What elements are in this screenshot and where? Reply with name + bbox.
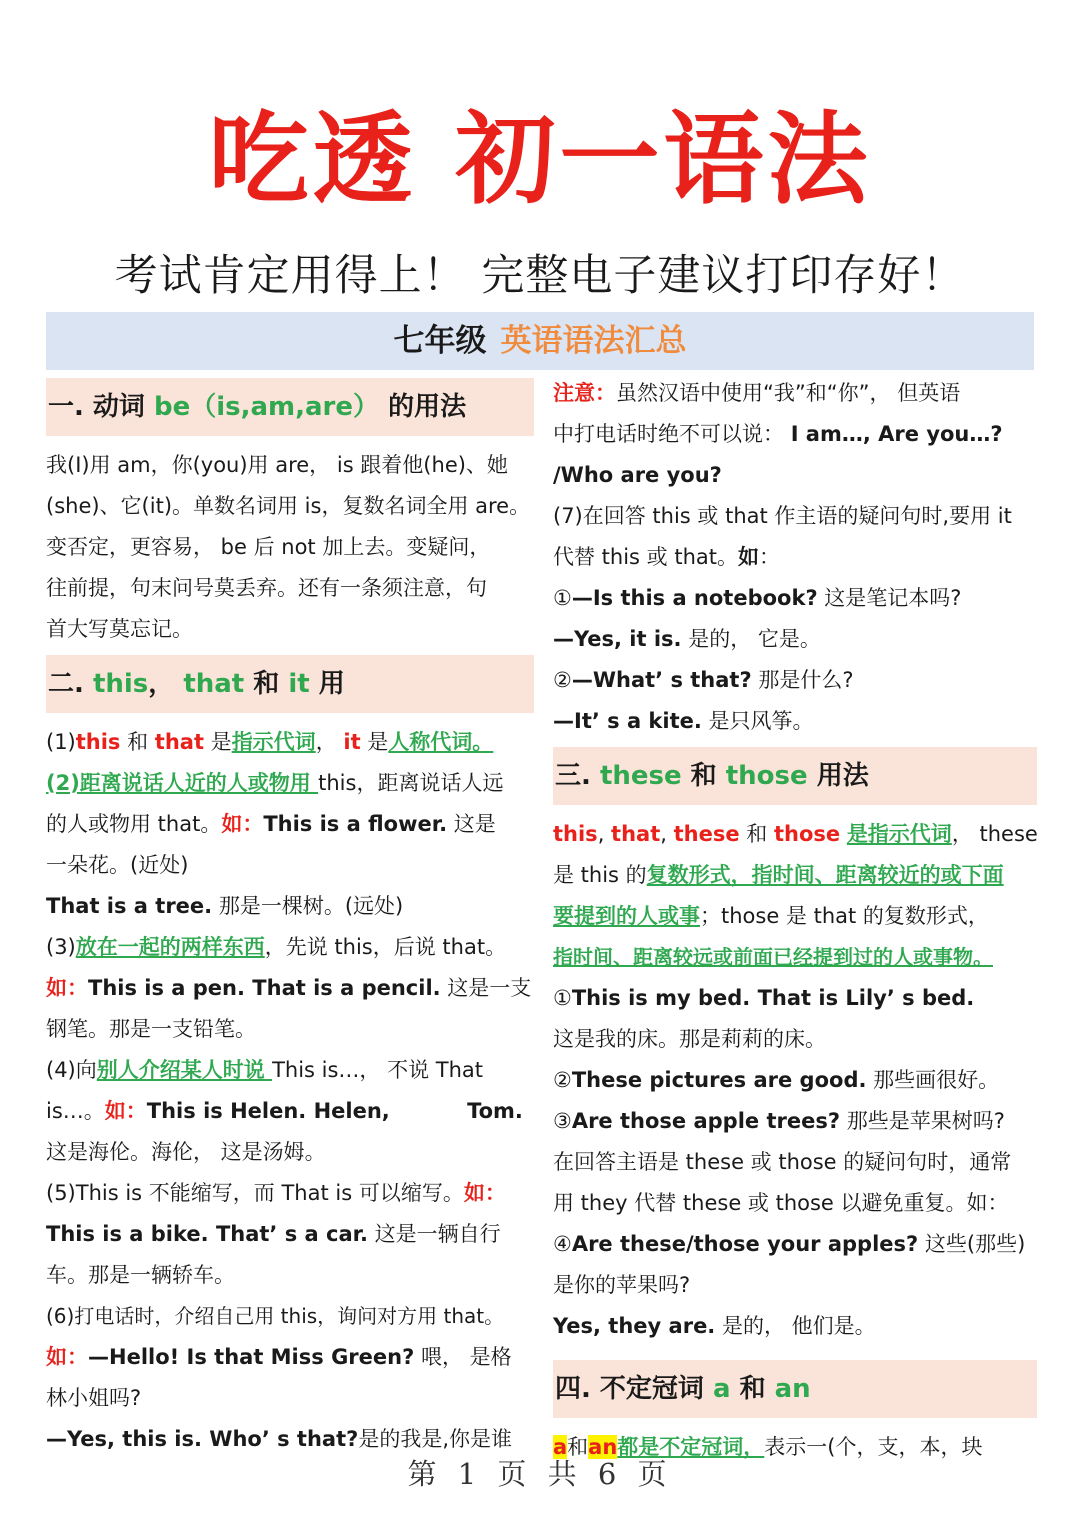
paragraph-line	[553, 702, 1037, 741]
text: ,	[660, 822, 674, 846]
text-bold: 如	[738, 545, 759, 569]
text: (4)向	[46, 1058, 97, 1082]
paragraph-line: 首大写莫忘记。	[46, 617, 193, 641]
keyword-green: 人称代词。	[388, 730, 494, 754]
keyword-red: it	[343, 730, 361, 754]
text: ③	[553, 1109, 572, 1133]
example-sentence: Are those apple trees?	[571, 1109, 841, 1133]
heading-keyword: a	[712, 1374, 731, 1404]
example-sentence: —Yes, this is. Who’ s that?	[46, 1427, 359, 1451]
section-2-heading	[46, 655, 534, 713]
paragraph-line	[553, 456, 1037, 495]
paragraph-line: 用 they 代替 these 或 those 以避免重复。如：	[553, 1191, 1009, 1215]
heading-text: 一. 动词	[48, 392, 154, 422]
paragraph-line	[553, 897, 1037, 936]
paragraph-line	[553, 661, 1037, 700]
keyword-green: 都是不定冠词，	[617, 1435, 765, 1459]
example-sentence: I am…, Are you…?	[790, 422, 1003, 446]
banner-topic: 英语语法汇总	[500, 323, 687, 359]
highlight-keyword: an	[588, 1435, 618, 1459]
text: 的人或物用 that。	[46, 812, 222, 836]
example-sentence: —Yes, it is.	[553, 627, 682, 651]
paragraph-line	[553, 815, 1037, 854]
example-sentence: Are these/those your apples?	[571, 1232, 919, 1256]
text: 这些(那些)	[918, 1232, 1026, 1256]
heading-text: 用法	[807, 761, 869, 791]
paragraph-line: 我(I)用 am，你(you)用 are， is 跟着他(he)、她	[46, 453, 508, 477]
heading-text: 和	[244, 669, 289, 699]
keyword-red: 如：	[221, 812, 264, 836]
text: ①	[553, 986, 572, 1010]
paragraph-line	[553, 1102, 1037, 1141]
paragraph-line: 变否定，更容易， be 后 not 加上去。变疑问，	[46, 535, 491, 559]
text: 这是笔记本吗?	[817, 586, 962, 610]
heading-keyword: it	[288, 669, 310, 699]
paragraph-line: 一朵花。(近处)	[46, 853, 189, 877]
example-sentence: Tom.	[467, 1099, 523, 1123]
text: ，	[315, 730, 344, 754]
section-1-heading	[46, 378, 534, 436]
heading-text: 的用法	[379, 392, 467, 422]
text: 那是什么?	[751, 668, 854, 692]
heading-keyword: that	[183, 669, 245, 699]
paragraph-line: 钢笔。那是一支铅笔。	[46, 1017, 256, 1041]
keyword-green: 复数形式，指时间、距离较近的或下面	[646, 863, 1004, 887]
paragraph-line	[46, 723, 534, 762]
heading-text: 三.	[555, 761, 600, 791]
heading-keyword: these	[599, 761, 682, 791]
text: 是的， 他们是。	[715, 1314, 876, 1338]
example-sentence: —Hello! Is that Miss Green?	[88, 1345, 415, 1369]
keyword-green: 指示代词	[231, 730, 316, 754]
text: 是的我是,你是谁	[358, 1427, 513, 1451]
right-column	[553, 372, 1037, 1469]
section-3-heading	[553, 747, 1037, 805]
keyword-red: 如：	[463, 1181, 506, 1205]
paragraph-line	[46, 1092, 534, 1131]
paragraph-line	[46, 1174, 534, 1213]
highlight-keyword: a	[553, 1435, 568, 1459]
keyword-red: 注意：	[553, 381, 616, 405]
text: ①	[553, 586, 572, 610]
paragraph-line	[553, 1061, 1037, 1100]
paragraph-line	[46, 969, 534, 1008]
text: 和	[120, 730, 155, 754]
text: ；those 是 that 的复数形式，	[700, 904, 989, 928]
keyword-green: 别人介绍某人时说	[96, 1058, 273, 1082]
keyword-green: 指时间、距离较远或前面已经提到过的人或事物。	[553, 945, 993, 969]
paragraph-line: 林小姐吗?	[46, 1386, 142, 1410]
left-column	[46, 372, 534, 1461]
example-sentence: /Who are you?	[553, 463, 722, 487]
paragraph-line: 在回答主语是 these 或 those 的疑问句时，通常	[553, 1150, 1012, 1174]
keyword-red: that	[611, 822, 661, 846]
paragraph-line	[553, 938, 1037, 977]
keyword-red: that	[154, 730, 204, 754]
text: (5)This is 不能缩写，而 That is 可以缩写。	[46, 1181, 464, 1205]
paragraph-line	[46, 1215, 534, 1254]
text: 是	[360, 730, 389, 754]
paragraph-line	[46, 805, 534, 844]
text: 虽然汉语中使用“我”和“你”， 但英语	[616, 381, 961, 405]
keyword-green: 是指示代词	[846, 822, 952, 846]
banner-grade: 七年级	[393, 323, 487, 359]
text: ,	[597, 822, 612, 846]
text	[840, 822, 847, 846]
example-sentence: These pictures are good.	[571, 1068, 867, 1092]
text: 是的， 它是。	[681, 627, 821, 651]
text: this，距离说话人远	[318, 771, 504, 795]
text: ，先说 this，后说 that。	[264, 935, 507, 959]
example-sentence: This is a pen. That is a pencil.	[88, 976, 441, 1000]
heading-keyword: an	[774, 1374, 811, 1404]
example-sentence: This is my bed. That is Lily’ s bed.	[571, 986, 975, 1010]
paragraph-line	[553, 415, 1037, 454]
heading-text: 用	[309, 669, 345, 699]
keyword-green: (2)距离说话人近的人或物用	[46, 771, 319, 795]
keyword-green: 放在一起的两样东西	[75, 935, 265, 959]
paragraph-line: (6)打电话时，介绍自己用 this，询问对方用 that。	[46, 1304, 505, 1328]
example-sentence: Yes, they are.	[553, 1314, 716, 1338]
example-sentence: This is a bike. That’ s a car.	[46, 1222, 368, 1246]
heading-text: 和	[681, 761, 726, 791]
example-sentence: —Is this a notebook?	[571, 586, 818, 610]
text: 这是一支	[440, 976, 532, 1000]
heading-keyword: this	[92, 669, 149, 699]
heading-keyword: be（is,am,are）	[153, 392, 380, 422]
keyword-red: 如：	[46, 1345, 88, 1369]
text: 表示一(个，支，本，块	[764, 1435, 983, 1459]
text: 是	[204, 730, 232, 754]
paragraph-line	[553, 538, 1037, 577]
text: 那些画很好。	[866, 1068, 1000, 1092]
page-subtitle: 考试肯定用得上！ 完整电子建议打印存好！	[114, 251, 966, 301]
paragraph-line: 是你的苹果吗?	[553, 1273, 691, 1297]
text: 和	[567, 1435, 589, 1459]
keyword-red: this	[553, 822, 598, 846]
page-number: 第 1 页 共 6 页	[407, 1457, 673, 1491]
paragraph-line	[46, 764, 534, 803]
text: 是只风筝。	[701, 709, 814, 733]
example-sentence: This is Helen. Helen,	[146, 1099, 398, 1123]
paragraph-line	[553, 1225, 1037, 1264]
text: 中打电话时绝不可以说：	[553, 422, 791, 446]
heading-text: 四. 不定冠词	[555, 1374, 713, 1404]
heading-text: 二.	[48, 669, 93, 699]
text: 是 this 的	[553, 863, 647, 887]
text: (1)	[46, 730, 76, 754]
paragraph-line	[553, 620, 1037, 659]
paragraph-line: 这是海伦。海伦， 这是汤姆。	[46, 1140, 326, 1164]
page-title: 吃透 初一语法	[208, 101, 872, 218]
paragraph-line	[46, 1338, 534, 1377]
paragraph-line	[553, 979, 1037, 1018]
heading-text: ，	[148, 669, 184, 699]
text: 喂， 是格	[414, 1345, 512, 1369]
paragraph-line	[553, 579, 1037, 618]
example-sentence: —What’ s that?	[571, 668, 752, 692]
paragraph-line: (7)在回答 this 或 that 作主语的疑问句时,要用 it	[553, 504, 1012, 528]
text: (3)	[46, 935, 76, 959]
section-4-heading	[553, 1360, 1037, 1418]
paragraph-line	[553, 1307, 1037, 1346]
example-sentence: That is a tree.	[46, 894, 213, 918]
text: ②	[553, 668, 572, 692]
keyword-green: 要提到的人或事	[553, 904, 700, 928]
text: 那是一棵树。(远处)	[212, 894, 404, 918]
paragraph-line	[46, 887, 534, 926]
paragraph-line: (she)、它(it)。单数名词用 is，复数名词全用 are。	[46, 494, 531, 518]
keyword-red: those	[773, 822, 841, 846]
text: 这是一辆自行	[367, 1222, 501, 1246]
keyword-red: this	[75, 730, 121, 754]
paragraph-line: 车。那是一辆轿车。	[46, 1263, 235, 1287]
paragraph-line	[553, 856, 1037, 895]
paragraph-line	[46, 1051, 534, 1090]
text: 代替 this 或 that。	[553, 545, 738, 569]
text: ④	[553, 1232, 572, 1256]
text: 和	[739, 822, 774, 846]
text: 这是	[447, 812, 496, 836]
paragraph-line: 这是我的床。那是莉莉的床。	[553, 1027, 826, 1051]
keyword-red: 如：	[46, 976, 88, 1000]
example-sentence: —It’ s a kite.	[553, 709, 702, 733]
paragraph-line	[553, 374, 1037, 413]
heading-keyword: those	[725, 761, 808, 791]
keyword-red: 如：	[104, 1099, 147, 1123]
text: is…。	[46, 1099, 105, 1123]
example-sentence: This is a flower.	[263, 812, 448, 836]
text: This is…， 不说 That	[272, 1058, 484, 1082]
paragraph-line: 往前提，句末问号莫丢弃。还有一条须注意，句	[46, 576, 487, 600]
paragraph-line	[46, 928, 534, 967]
section-banner	[46, 312, 1034, 370]
heading-text: 和	[730, 1374, 775, 1404]
text: 那些是苹果树吗?	[840, 1109, 1005, 1133]
keyword-red: these	[673, 822, 740, 846]
text: ， these	[951, 822, 1038, 846]
text: ②	[553, 1068, 572, 1092]
text: ：	[759, 545, 780, 569]
